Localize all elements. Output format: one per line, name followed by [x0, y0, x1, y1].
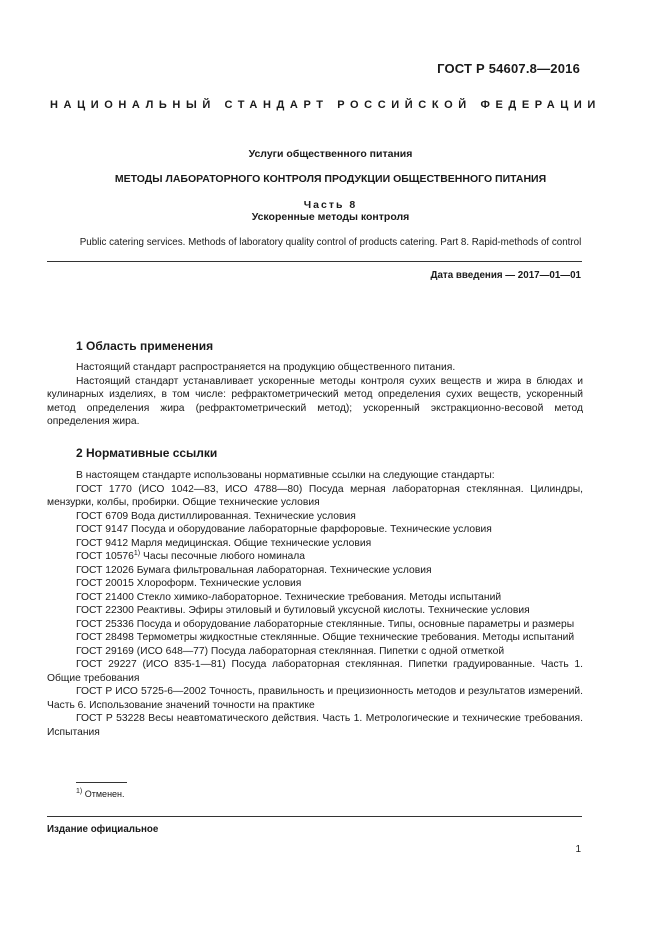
reference-item [47, 523, 583, 537]
reference-code: ГОСТ 1770 (ИСО 1042—83, ИСО 4788—80) [76, 483, 303, 495]
reference-item [47, 712, 583, 739]
reference-title: Термометры жидкостные стеклянные. Общие технические требования. Методы испытаний [136, 632, 575, 643]
reference-title: Посуда и оборудование лабораторные фарфоровые. Технические условия [131, 524, 492, 535]
reference-item [47, 510, 583, 524]
footnote [76, 789, 125, 799]
reference-title: Точность, правильность и прецизионность методов и результатов измерений. Часть 6. Использование значений точности на практике [47, 686, 583, 711]
document-title: МЕТОДЫ ЛАБОРАТОРНОГО КОНТРОЛЯ ПРОДУКЦИИ ОБЩЕСТВЕННОГО ПИТАНИЯ [114, 173, 547, 185]
scope-paragraph: Настоящий стандарт распространяется на продукцию общественного питания. [76, 362, 456, 373]
reference-title: Реактивы. Эфиры этиловый и бутиловый уксусной кислоты. Технические условия [136, 605, 530, 616]
reference-item [47, 685, 583, 712]
reference-title: Вода дистиллированная. Технические условия [131, 510, 356, 522]
part-number: Часть 8 [303, 199, 358, 211]
reference-title: Стекло химико-лабораторное. Технические требования. Методы испытаний [136, 591, 502, 603]
reference-title: Весы неавтоматического действия. Часть 1. Метрологические и технические требования. Испытания [47, 713, 583, 738]
reference-title: Марля медицинская. Общие технические условия [131, 537, 372, 549]
reference-footnote-marker: 1) [133, 550, 141, 557]
reference-code: ГОСТ 29169 (ИСО 648—77) [76, 645, 209, 657]
reference-item [47, 483, 583, 510]
reference-code: ГОСТ 20015 [76, 578, 134, 589]
reference-code: ГОСТ 21400 [76, 591, 134, 603]
reference-item [47, 658, 583, 685]
reference-code: ГОСТ 12026 [76, 564, 134, 576]
english-title: Public catering services. Methods of laboratory quality control of products catering. Part 8. Rapid-methods of control [79, 237, 582, 248]
page-number: 1 [575, 844, 581, 855]
reference-code: ГОСТ 28498 [76, 632, 134, 643]
scope-paragraph: Настоящий стандарт устанавливает ускоренные методы контроля сухих веществ и жира в блюдах и кулинарных изделиях, в том числе: рефрактометрический метод определения сухих веществ, ускоренный метод определения жира (рефрактометрический метод); ускоренный экстракционно-весовой метод определения жира. [47, 375, 583, 427]
reference-item [47, 645, 583, 659]
references-intro: В настоящем стандарте использованы нормативные ссылки на следующие стандарты: [76, 470, 495, 481]
reference-code: ГОСТ 9147 [76, 524, 129, 535]
edition-label: Издание официальное [47, 824, 159, 835]
reference-code: ГОСТ 29227 (ИСО 835-1—81) [76, 659, 226, 670]
reference-code: ГОСТ 6709 [76, 510, 129, 522]
document-subtitle: Услуги общественного питания [248, 148, 413, 160]
reference-code: ГОСТ 9412 [76, 537, 129, 549]
introduction-date: Дата введения — 2017—01—01 [430, 270, 581, 281]
reference-code: ГОСТ Р 53228 [76, 713, 145, 724]
reference-code: ГОСТ 22300 [76, 605, 134, 616]
section-heading-references: 2 Нормативные ссылки [76, 446, 218, 460]
part-name: Ускоренные методы контроля [251, 211, 410, 223]
reference-code: ГОСТ Р ИСО 5725-6—2002 [76, 686, 207, 697]
scope-body [47, 361, 583, 429]
reference-title: Часы песочные любого номинала [143, 551, 305, 562]
reference-item [47, 550, 583, 564]
reference-item [47, 631, 583, 645]
footnote-marker: 1) [76, 788, 83, 795]
footnote-text: Отменен. [84, 789, 125, 799]
reference-code: ГОСТ 10576 [76, 551, 134, 562]
reference-title: Посуда мерная лабораторная стеклянная. Цилиндры, мензурки, колбы, пробирки. Общие технические условия [47, 483, 583, 508]
national-standard-banner: НАЦИОНАЛЬНЫЙ СТАНДАРТ РОССИЙСКОЙ ФЕДЕРАЦИИ [50, 99, 601, 111]
reference-title: Бумага фильтровальная лабораторная. Технические условия [136, 564, 432, 576]
footer-divider [47, 816, 582, 817]
reference-code: ГОСТ 25336 [76, 618, 134, 630]
reference-item [47, 564, 583, 578]
reference-title: Посуда лабораторная стеклянная. Пипетки с одной отметкой [210, 645, 505, 657]
title-divider [47, 261, 582, 262]
reference-item [47, 537, 583, 551]
references-body [47, 469, 583, 739]
section-heading-scope: 1 Область применения [76, 339, 214, 353]
gost-number: ГОСТ Р 54607.8—2016 [437, 61, 580, 76]
footnote-divider [76, 782, 127, 783]
reference-item [47, 604, 583, 618]
reference-item [47, 577, 583, 591]
reference-item [47, 591, 583, 605]
reference-title: Посуда лабораторная стеклянная. Пипетки градуированные. Часть 1. Общие требования [47, 659, 583, 684]
reference-item [47, 618, 583, 632]
reference-title: Посуда и оборудование лабораторные стеклянные. Типы, основные параметры и размеры [136, 618, 575, 630]
reference-title: Хлороформ. Технические условия [136, 578, 302, 589]
